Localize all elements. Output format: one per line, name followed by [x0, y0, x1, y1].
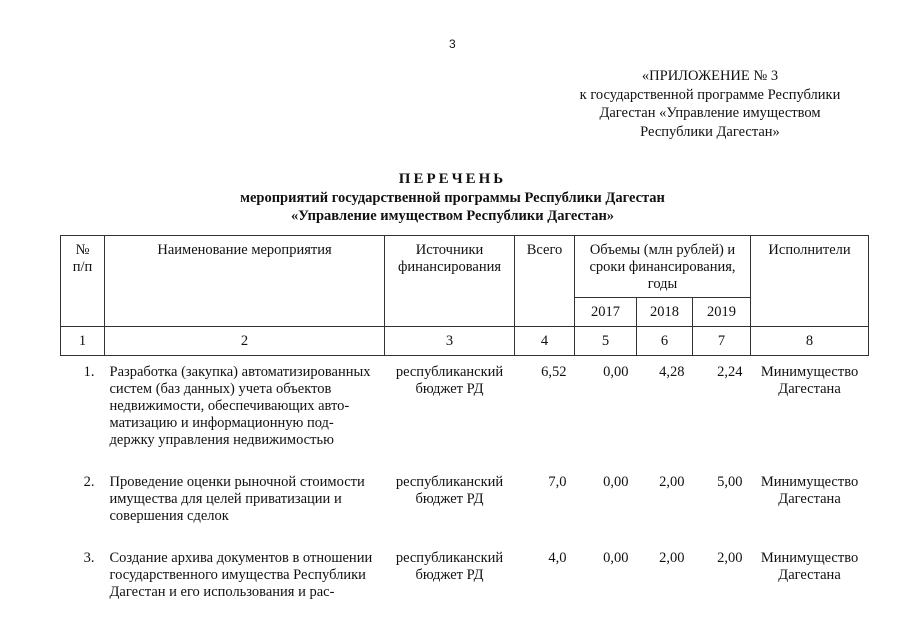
- executor-line: Дагестана: [778, 381, 841, 397]
- row-gap: [61, 449, 869, 466]
- header-total: Всего: [515, 236, 575, 327]
- value-2019: 5,00: [717, 474, 743, 490]
- total-value: 6,52: [541, 364, 567, 380]
- row-gap-cell: [61, 449, 869, 466]
- column-number: 3: [385, 327, 515, 356]
- total-value: 4,0: [548, 550, 567, 566]
- header-volumes-line-1: Объемы (млн рублей) и: [589, 242, 736, 258]
- header-year-2017: 2017: [575, 298, 637, 327]
- measure-name-line: Проведение оценки рыночной стоимости: [109, 474, 365, 490]
- executor-line: Минимущество: [760, 550, 859, 566]
- row-gap: [61, 525, 869, 542]
- value-2019: 2,00: [717, 550, 743, 566]
- measure-name-line: Разработка (закупка) автоматизированных: [109, 364, 371, 380]
- executor: [751, 356, 869, 450]
- value-2018: 4,28: [659, 364, 685, 380]
- document-subtitle: [0, 189, 905, 225]
- measure-name-line: держку управления недвижимостью: [109, 432, 334, 448]
- funding-source-line: бюджет РД: [415, 381, 484, 397]
- subtitle-line-1: мероприятий государственной программы Республики Дагестан: [240, 190, 665, 206]
- header-source: [385, 236, 515, 327]
- column-number: 6: [637, 327, 693, 356]
- row-number: 1.: [83, 364, 95, 380]
- appendix-note: [545, 67, 875, 141]
- executor: [751, 466, 869, 525]
- measure-name-line: недвижимости, обеспечивающих авто-: [109, 398, 350, 414]
- measure-name-line: имущества для целей приватизации и: [109, 491, 342, 507]
- column-number: 5: [575, 327, 637, 356]
- value-2017: 0,00: [603, 474, 629, 490]
- appendix-line-2: к государственной программе Республики: [579, 86, 841, 103]
- executor-line: Дагестана: [778, 491, 841, 507]
- page-number: 3: [449, 37, 456, 51]
- executor-line: Дагестана: [778, 567, 841, 583]
- column-number: 4: [515, 327, 575, 356]
- executor: [751, 542, 869, 601]
- measure-name: [105, 356, 385, 450]
- subtitle-line-2: «Управление имуществом Республики Дагестан»: [290, 208, 615, 224]
- measure-name-line: матизацию и информационную под-: [109, 415, 334, 431]
- header-year-2018: 2018: [637, 298, 693, 327]
- value-2017: 0,00: [603, 364, 629, 380]
- row-gap-cell: [61, 525, 869, 542]
- header-source-line-2: финансирования: [397, 259, 502, 275]
- value-2017: 0,00: [603, 550, 629, 566]
- measure-name: [105, 542, 385, 601]
- row-number: 2.: [83, 474, 95, 490]
- funding-source-line: бюджет РД: [415, 567, 484, 583]
- appendix-line-3: Дагестан «Управление имуществом: [599, 105, 821, 121]
- appendix-line-1: «ПРИЛОЖЕНИЕ № 3: [641, 68, 779, 84]
- table-row: [61, 356, 869, 450]
- measure-name-line: государственного имущества Республики: [109, 567, 366, 583]
- funding-source-line: республиканский: [395, 474, 504, 490]
- funding-source-line: республиканский: [395, 550, 504, 566]
- header-source-line-1: Источники: [415, 242, 484, 258]
- header-volumes-line-2: сроки финансирования,: [589, 259, 736, 275]
- value-2018: 2,00: [659, 474, 685, 490]
- measures-table: [60, 235, 869, 601]
- column-number-row: [61, 327, 869, 356]
- row-number: 3.: [83, 550, 95, 566]
- value-2018: 2,00: [659, 550, 685, 566]
- executor-line: Минимущество: [760, 474, 859, 490]
- measure-name: [105, 466, 385, 525]
- column-number: 1: [61, 327, 105, 356]
- table-row: [61, 542, 869, 601]
- appendix-line-4: Республики Дагестан»: [640, 123, 780, 140]
- funding-source: [385, 542, 515, 601]
- header-name: Наименование мероприятия: [105, 236, 385, 327]
- total-value: 7,0: [548, 474, 567, 490]
- executor-line: Минимущество: [760, 364, 859, 380]
- measure-name-line: систем (баз данных) учета объектов: [109, 381, 332, 397]
- header-executors: Исполнители: [751, 236, 869, 327]
- header-num-line-1: №: [75, 242, 90, 258]
- funding-source: [385, 356, 515, 450]
- funding-source-line: республиканский: [395, 364, 504, 380]
- table-row: [61, 466, 869, 525]
- measure-name-line: Дагестан и его использования и рас-: [109, 584, 335, 600]
- funding-source: [385, 466, 515, 525]
- value-2019: 2,24: [717, 364, 743, 380]
- header-volumes-line-3: годы: [647, 276, 678, 292]
- header-num: [61, 236, 105, 327]
- header-num-line-2: п/п: [72, 259, 93, 275]
- measure-name-line: совершения сделок: [109, 508, 229, 524]
- column-number: 2: [105, 327, 385, 356]
- document-title: ПЕРЕЧЕНЬ: [398, 171, 507, 187]
- funding-source-line: бюджет РД: [415, 491, 484, 507]
- header-year-2019: 2019: [693, 298, 751, 327]
- header-volumes: [575, 236, 751, 298]
- measure-name-line: Создание архива документов в отношении: [109, 550, 373, 566]
- column-number: 8: [751, 327, 869, 356]
- column-number: 7: [693, 327, 751, 356]
